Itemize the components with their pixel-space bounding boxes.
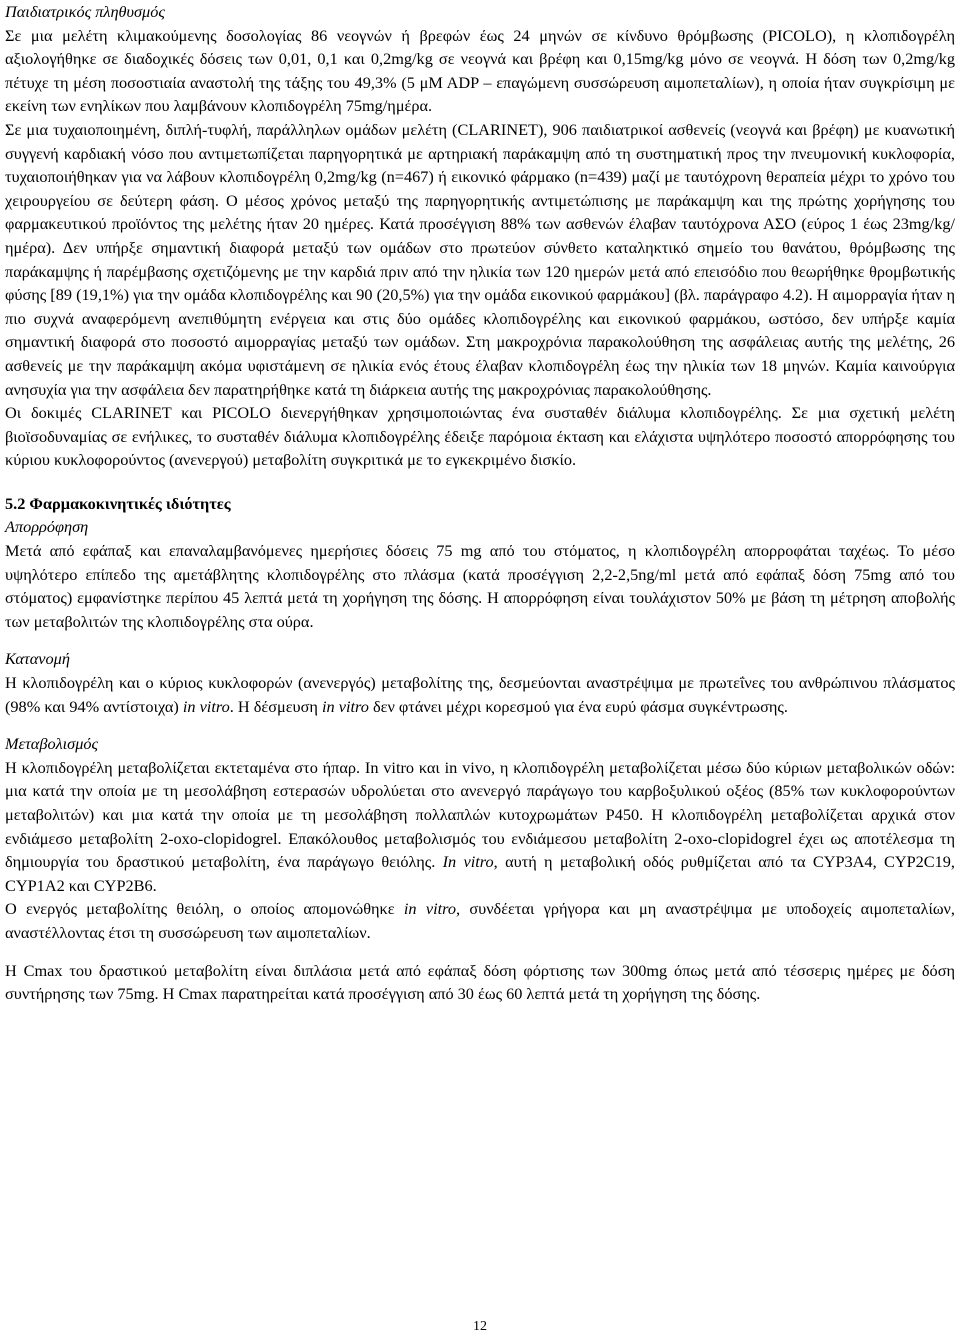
page-number: 12 — [473, 1319, 487, 1334]
paragraph-metabolism — [5, 756, 955, 898]
distribution-text-b: . Η δέσμευση — [229, 696, 322, 716]
paragraph-cmax: Η Cmax του δραστικού μεταβολίτη είναι διπλάσια μετά από εφάπαξ δόση φόρτισης των 300mg όπως μετά από τέσσερις ημέρες με δόση συντήρησης των 75mg. Η Cmax παρατηρείται κατά προσέγγιση από 30 έως 60 λεπτά μετά τη χορήγηση της δόσης. — [5, 960, 955, 1004]
document-page — [5, 0, 955, 1006]
paragraph-picolo: Σε μια μελέτη κλιμακούμενης δοσολογίας 86 νεογνών ή βρεφών έως 24 μηνών σε κίνδυνο θρόμβωσης (PICOLO), η κλοπιδογρέλη αξιολογήθηκε σε διαδοχικές δόσεις των 0,01, 0,1 και 0,2mg/kg σε νεογνά και βρέφη και 0,15mg/kg μόνο σε νεογνά. Η δόση των 0,2mg/kg πέτυχε τη μέση ποσοστιαία αναστολή της τάξης του 49,3% (5 μM ADP – επαγώμενη συσσώρευση αιμοπεταλίων), η οποία ήταν συγκρίσιμη με εκείνη των ενηλίκων που λαμβάνουν κλοπιδογρέλη 75mg/ημέρα. — [5, 25, 955, 116]
distribution-text-a: Η κλοπιδογρέλη και ο κύριος κυκλοφορών (ανενεργός) μεταβολίτης της, δεσμεύονται αναστρέψιμα με πρωτεΐνες του ανθρώπινου πλάσματος (98% και 94% αντίστοιχα) — [5, 673, 955, 716]
active-text-a: Ο ενεργός μεταβολίτης θειόλη, ο οποίος απομονώθηκε — [5, 899, 404, 919]
distribution-in-vitro-2: in vitro — [321, 696, 369, 716]
distribution-in-vitro-1: in vitro — [182, 696, 230, 716]
section-heading-pharmacokinetics: 5.2 Φαρμακοκινητικές ιδιότητες — [5, 493, 231, 513]
metabolism-text-a: Η κλοπιδογρέλη μεταβολίζεται εκτεταμένα στο ήπαρ. In vitro και in vivo, η κλοπιδογρέλη μεταβολίζεται μέσω δύο κύριων μεταβολικών οδών: μια κατά την οποία με τη μεσολάβηση εστερασών υδρολύεται στο ανενεργό παράγωγο του καρβοξυλικού οξέος (85% των κυκλοφορούντων μεταβολιτών) και μια κατά την οποία με τη μεσολάβηση πολλαπλών κυτοχρωμάτων P450. Η κλοπιδογρέλη μεταβολίζεται αρχικά στον ενδιάμεσο μεταβολίτη 2-oxo-clopidogrel. Επακόλουθος μεταβολισμός του ενδιάμεσου μεταβολίτη 2-oxo-clopidogrel έχει ως αποτέλεσμα τη δημιουργία του δραστικού μεταβολίτη, ένα παράγωγο θειόλης. — [5, 757, 955, 872]
paragraph-clarinet: Σε μια τυχαιοποιημένη, διπλή-τυφλή, παράλληλων ομάδων μελέτη (CLARINET), 906 παιδιατρικοί ασθενείς (νεογνά και βρέφη) με κυανωτική συγγενή καρδιακή νόσο που αντιμετωπίζεται παρηγορητικά με αρτηριακή παράκαμψη από τη συστηματική προς την πνευμονική κυκλοφορία, τυχαιοποιήθηκαν για να λάβουν κλοπιδογρέλη 0,2mg/kg (n=467) ή εικονικό φάρμακο (n=439) μαζί με ταυτόχρονη θεραπεία μέχρι το χρόνο του χειρουργείου σε δεύτερη φάση. Ο μέσος χρόνος μεταξύ της παρηγορητικής αντιμετώπισης με παράκαμψη και της πρώτης χορήγησης του φαρμακευτικού προϊόντος της μελέτης ήταν 20 ημέρες. Κατά προσέγγιση 88% των ασθενών έλαβαν ταυτόχρονα ΑΣΟ (εύρος 1 έως 23mg/kg/ημέρα). Δεν υπήρξε σημαντική διαφορά μεταξύ των ομάδων στο πρωτεύον σύνθετο καταληκτικό σημείο του θανάτου, θρόμβωσης της παράκαμψης ή παρέμβασης σχετιζόμενης με την καρδιά πριν από την ηλικία των 120 ημερών μετά από επεισόδιο που θεωρήθηκε θρομβωτικής φύσης [89 (19,1%) για την ομάδα κλοπιδογρέλης και 90 (20,5%) για την ομάδα εικονικού φαρμάκου] (βλ. παράγραφο 4.2). Η αιμορραγία ήταν η πιο συχνά αναφερόμενη ανεπιθύμητη ενέργεια και στις δύο ομάδες κλοπιδογρέλης και εικονικού φαρμάκου, ωστόσο, δεν υπήρξε καμία σημαντική διαφορά στο ποσοστό αιμορραγίας μεταξύ των ομάδων. Στη μακροχρόνια παρακολούθηση της ασφάλειας αυτής της μελέτης, 26 ασθενείς με την παράκαμψη ακόμα υφιστάμενη σε ηλικία ενός έτους έλαβαν κλοπιδογρέλη έως την ηλικία των 18 μηνών. Καμία καινούργια ανησυχία για την ασφάλεια δεν παρατηρήθηκε κατά τη διάρκεια αυτής της μακροχρόνιας παρακολούθησης. — [5, 119, 955, 399]
paragraph-distribution — [5, 671, 955, 718]
paragraph-absorption: Μετά από εφάπαξ και επαναλαμβανόμενες ημερήσιες δόσεις 75 mg από του στόματος, η κλοπιδογρέλη απορροφάται ταχέως. Το μέσο υψηλότερο επίπεδο της αμετάβλητης κλοπιδογρέλης στο πλάσμα (κατά προσέγγιση 2,2-2,5ng/ml μετά από εφάπαξ δόση 75mg από του στόματος) εμφανίστηκε περίπου 45 λεπτά μετά τη χορήγηση της δόσης. Η απορρόφηση είναι τουλάχιστον 50% με βάση τη μέτρηση αποβολής των μεταβολιτών της κλοπιδογρέλης στα ούρα. — [5, 541, 955, 631]
metabolism-in-vitro: In vitro — [442, 852, 494, 872]
distribution-text-c: δεν φτάνει μέχρι κορεσμού για ένα ευρύ φάσμα συγκέντρωσης. — [368, 696, 788, 716]
section-heading-pediatric: Παιδιατρικός πληθυσμός — [5, 2, 165, 21]
active-text-b: συνδέεται γρήγορα και μη αναστρέψιμα με υποδοχείς αιμοπεταλίων, αναστέλλοντας έτσι τη συσσώρευση των αιμοπεταλίων. — [5, 899, 955, 942]
active-in-vitro: in vitro, — [403, 899, 461, 919]
paragraph-formulation: Οι δοκιμές CLARINET και PICOLO διενεργήθηκαν χρησιμοποιώντας ένα συσταθέν διάλυμα κλοπιδογρέλης. Σε μια σχετική μελέτη βιοϊσοδυναμίας σε ενήλικες, το συσταθέν διάλυμα κλοπιδογρέλης έδειξε παρόμοια έκταση και ελάχιστα υψηλότερο ποσοστό απορρόφησης του κύριου κυκλοφορούντος (ανενεργού) μεταβολίτη συγκριτικά με το εγκεκριμένο δισκίο. — [5, 403, 955, 470]
subheading-distribution: Κατανομή — [5, 649, 70, 669]
subheading-metabolism: Μεταβολισμός — [5, 734, 99, 754]
subheading-absorption: Απορρόφηση — [5, 517, 89, 537]
metabolism-text-b: , αυτή η μεταβολική οδός ρυθμίζεται από τα CYP3A4, CYP2C19, CYP1A2 και CYP2B6. — [5, 852, 955, 895]
paragraph-active-metabolite — [5, 897, 955, 944]
